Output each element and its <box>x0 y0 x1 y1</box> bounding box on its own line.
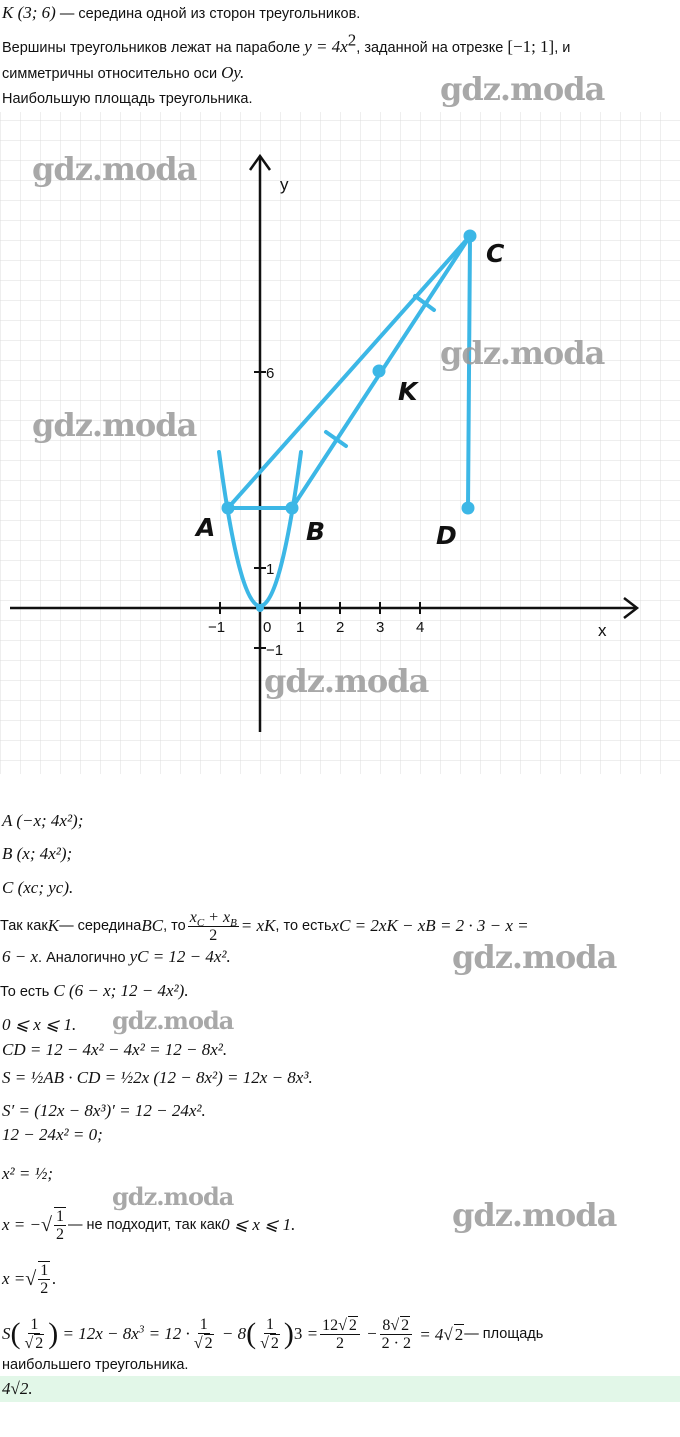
label-a: A <box>196 513 216 542</box>
minus-sign: − <box>361 1324 378 1343</box>
x-tick-0: 0 <box>263 619 272 636</box>
x-tick-4: 4 <box>416 619 425 636</box>
point-k-coords: K (3; 6) <box>2 3 56 22</box>
max-area-expr-c: = <box>302 1324 319 1343</box>
max-area-result: = 4√ 2 <box>414 1324 464 1344</box>
negative-root-reason: — не подходит, так как <box>67 1217 222 1233</box>
watermark: gdz.moda <box>452 938 617 976</box>
similarly-line <box>2 946 231 968</box>
since-eq: = xK <box>240 916 276 935</box>
label-b: B <box>306 517 326 546</box>
intro-line-2-text-a: Вершины треугольников лежат на параболе <box>2 40 305 56</box>
similarly-text: . Аналогично <box>38 950 130 966</box>
cd-formula: CD = 12 − 4x² − 4x² = 12 − 8x². <box>2 1040 228 1059</box>
twelve-root2-over-2: $\frac{12√ 2}{2}$ <box>320 1316 360 1352</box>
intro-line-3 <box>2 62 244 84</box>
parabola-formula: y = 4x <box>304 37 348 56</box>
point-d <box>462 502 475 515</box>
x-axis-label: x <box>598 621 607 640</box>
label-k: K <box>398 377 418 406</box>
positive-root: x = <box>2 1269 26 1288</box>
point-a-coords: A (−x; 4x²); <box>2 811 84 830</box>
watermark: gdz.moda <box>264 662 429 700</box>
one-over-root2: $\frac{1}{√ 2}$ <box>24 1316 44 1352</box>
x-tick-3: 3 <box>376 619 385 636</box>
negative-root-line <box>2 1202 295 1248</box>
positive-root-line: x = √ $\frac{1}{2}$ . <box>2 1262 57 1297</box>
intro-line-1-text: — середина одной из сторон треугольников. <box>55 6 361 22</box>
intro-line-1 <box>2 2 360 24</box>
x-tick-1: 1 <box>296 619 305 636</box>
point-c-coords: C (xc; yc). <box>2 878 74 897</box>
intro-line-2-text-b: , заданной на отрезке <box>356 40 508 56</box>
half-fraction: $\frac{1}{2}$ <box>40 1262 49 1297</box>
x-range: 0 ⩽ x ⩽ 1. <box>2 1015 77 1034</box>
axis-oy: Oy. <box>221 63 245 82</box>
y-tick-1: 1 <box>266 561 275 578</box>
one-over-root2: $\frac{1}{√ 2}$ <box>193 1316 213 1352</box>
eight-root2-over-4: $\frac{8√ 2}{2 \cdot 2}$ <box>381 1317 411 1352</box>
intro-line-4-text: Наибольшую площадь треугольника. <box>2 91 253 107</box>
origin-point <box>256 604 264 612</box>
sqrt-icon: √ <box>41 1213 52 1236</box>
yc-formula: yC = 12 − 4x². <box>129 947 231 966</box>
area-formula: S = ½AB · CD = ½2x (12 − 8x²) = 12x − 8x³. <box>2 1068 313 1087</box>
label-c: C <box>486 239 505 268</box>
since-bc: BC <box>141 916 164 935</box>
answer-value: 4√2. <box>2 1379 33 1398</box>
x-tick-2: 2 <box>336 619 345 636</box>
max-area-expr-a: = $12x - 8x^3 = 12$ · <box>58 1323 190 1343</box>
since-k: K <box>47 916 60 935</box>
x-tick-neg1: −1 <box>208 619 226 636</box>
equation-zero: 12 − 24x² = 0; <box>2 1125 103 1144</box>
watermark: gdz.moda <box>32 150 197 188</box>
watermark: gdz.moda <box>440 70 605 108</box>
y-tick-neg1: −1 <box>266 642 284 659</box>
y-tick-6: 6 <box>266 365 275 382</box>
point-b <box>286 502 299 515</box>
point-k <box>373 365 386 378</box>
x-squared: x² = ½; <box>2 1164 54 1183</box>
sqrt-icon: √ <box>25 1267 37 1290</box>
midpoint-line <box>0 904 529 948</box>
since-then: , то <box>163 918 186 934</box>
one-over-root2: $\frac{1}{√ 2}$ <box>260 1316 279 1352</box>
max-area-tail: — площадь <box>464 1326 544 1342</box>
intro-line-2-text-c: , и <box>554 40 571 56</box>
watermark: gdz.moda <box>32 406 197 444</box>
watermark: gdz.moda <box>452 1196 617 1234</box>
since-that-is: , то есть <box>275 918 332 934</box>
intro-line-4 <box>2 88 253 110</box>
that-is-text: То есть <box>0 984 54 1000</box>
interval: [−1; 1] <box>507 37 555 56</box>
watermark: gdz.moda <box>112 1182 234 1211</box>
point-b-coords: B (x; 4x²); <box>2 844 73 863</box>
since-text: Так как <box>0 918 48 934</box>
watermark: gdz.moda <box>112 1006 234 1035</box>
intro-line-3-text: симметричны относительно оси <box>2 66 222 82</box>
intro-line-2: Вершины треугольников лежат на параболе $y = 4x^2$, заданной на отрезке [−1; 1], и <box>2 30 571 56</box>
point-c <box>464 230 477 243</box>
since-formula: xC = 2xK − xB = 2 · 3 − x = <box>331 916 529 935</box>
since-mid: — середина <box>59 918 142 934</box>
answer-box <box>0 1376 680 1402</box>
watermark: gdz.moda <box>440 334 605 372</box>
point-a <box>222 502 235 515</box>
point-c-line <box>0 980 189 1002</box>
label-d: D <box>436 521 457 550</box>
xc-value: 6 − x <box>2 947 39 966</box>
s-of-x: S <box>2 1324 11 1343</box>
y-axis-label: y <box>280 175 289 194</box>
max-area-line: S ( $\frac{1}{√ 2}$ ) = $12x - 8x^3 = 12$ · $\frac{1}{√ 2}$ − 8 ( $\frac{1}{√ 2}$ ) 3 = $\frac{12√ 2}{2}$ − $\frac{8√ 2}{2 \cdot 2}$ = 4√ 2 — площадь <box>2 1316 544 1352</box>
point-c-formula: C (6 − x; 12 − 4x²). <box>53 981 189 1000</box>
negative-root-range: 0 ⩽ x ⩽ 1. <box>221 1215 296 1234</box>
midpoint-fraction: $\frac{x_C + x_B}{2}$ <box>189 908 237 944</box>
segment-cd <box>468 236 470 508</box>
negative-root: x = − <box>2 1215 41 1234</box>
max-area-expr-b: − 8 <box>217 1324 247 1343</box>
max-area-caption: наибольшего треугольника. <box>2 1357 189 1373</box>
half-fraction: $\frac{1}{2}$ <box>55 1208 64 1243</box>
derivative-formula: S′ = (12x − 8x³)′ = 12 − 24x². <box>2 1101 206 1120</box>
